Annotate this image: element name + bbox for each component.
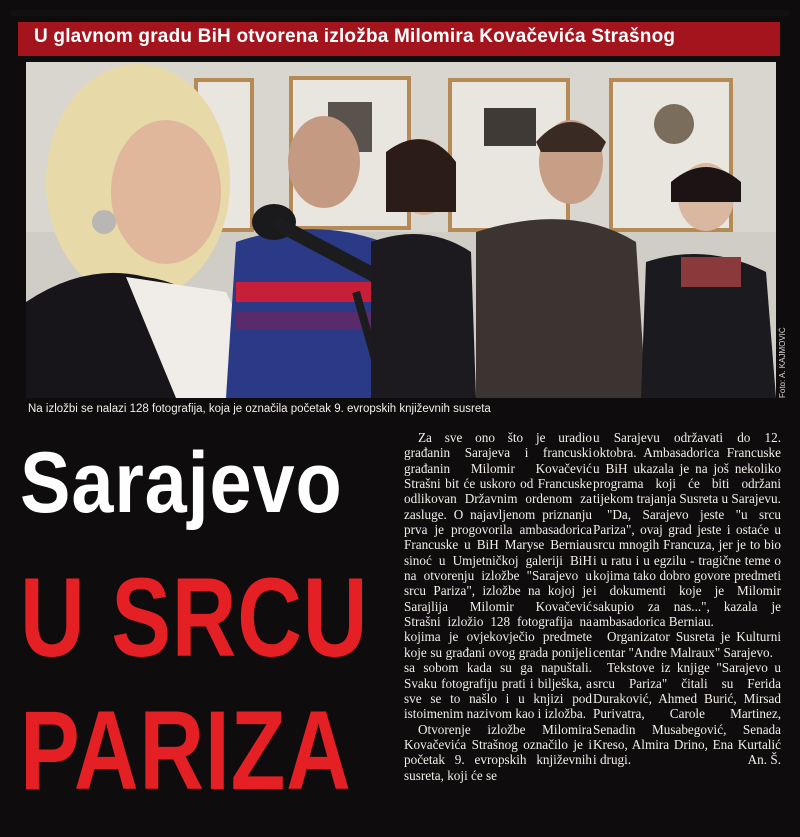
exhibition-photo xyxy=(26,62,776,398)
title-line-2: U SRCU xyxy=(20,555,369,680)
paragraph-text: Tekstove iz knjige "Sarajevo u srcu Pariza" čitali su Ferida Duraković, Ahmed Burić, Mirsad Purivatra, Carole Martinez, Senadin Musabegović, Senada Kreso, Almira Drino, Ena Kurtalić i drugi. xyxy=(593,660,781,768)
title-line-3: PARIZA xyxy=(20,688,352,813)
paragraph: Za sve ono što je uradio građanin Sarajeva i francuski građanin Milomir Kovačević Strašni bit će uskoro od Francuske odlikovan Državnim ordenom za zasluge. O najavljenom priznanju prva je progovorila ambasadorica Francuske u BiH Maryse Berniau sinoć u Umjetničkoj galeriji BiH na otvorenju izložbe "Sarajevo u srcu Pariza", izložbe na kojoj je Sarajlija Milomir Kovačević Strašni izložio 128 fotografija na kojima je ovjekovječio predmete koje su građani ovog grada ponijeli sa sobom kada su ga napuštali. Svaku fotografiju prati i bilješka, a sve se to našlo i u knjizi pod istoimenim nazivom kao i izložba. xyxy=(404,430,592,722)
article-column-2 xyxy=(593,430,781,768)
headline: U glavnom gradu BiH otvorena izložba Milomira Kovačevića Strašnog xyxy=(34,26,676,47)
paragraph: Organizator Susreta je Kulturni centar "Andre Malraux" Sarajevo. xyxy=(593,629,781,660)
photo-caption: Na izložbi se nalazi 128 fotografija, koja je označila početak 9. evropskih književnih susreta xyxy=(28,403,491,415)
paragraph: Otvorenje izložbe Milomira Kovačevića Strašnog označilo je i početak 9. evropskih književnih susreta, koji će se xyxy=(404,721,592,783)
paragraph: "Da, Sarajevo jeste "u srcu Pariza", ovaj grad jeste i ostaće u srcu mnogih Francuza, jer je to bio i u ratu i u egzilu - tragične teme o kojima tako dobro govore predmeti i dokumenti koje je Milomir sakupio za nas...", kazala je ambasadorica Berniau. xyxy=(593,506,781,630)
photo-illustration xyxy=(26,62,776,398)
author-signature: An. Š. xyxy=(747,752,781,768)
photo-credit: Foto: A. KAJMOVIĆ xyxy=(778,327,787,398)
title-line-1: Sarajevo xyxy=(20,435,343,531)
article-column-1 xyxy=(404,430,592,783)
paragraph xyxy=(593,660,781,767)
paragraph: u Sarajevu održavati do 12. oktobra. Ambasadorica Francuske u BiH ukazala je na još nekoliko programa koji će biti održani tijekom trajanja Susreta u Sarajevu. xyxy=(593,430,781,507)
top-rule xyxy=(10,10,790,16)
